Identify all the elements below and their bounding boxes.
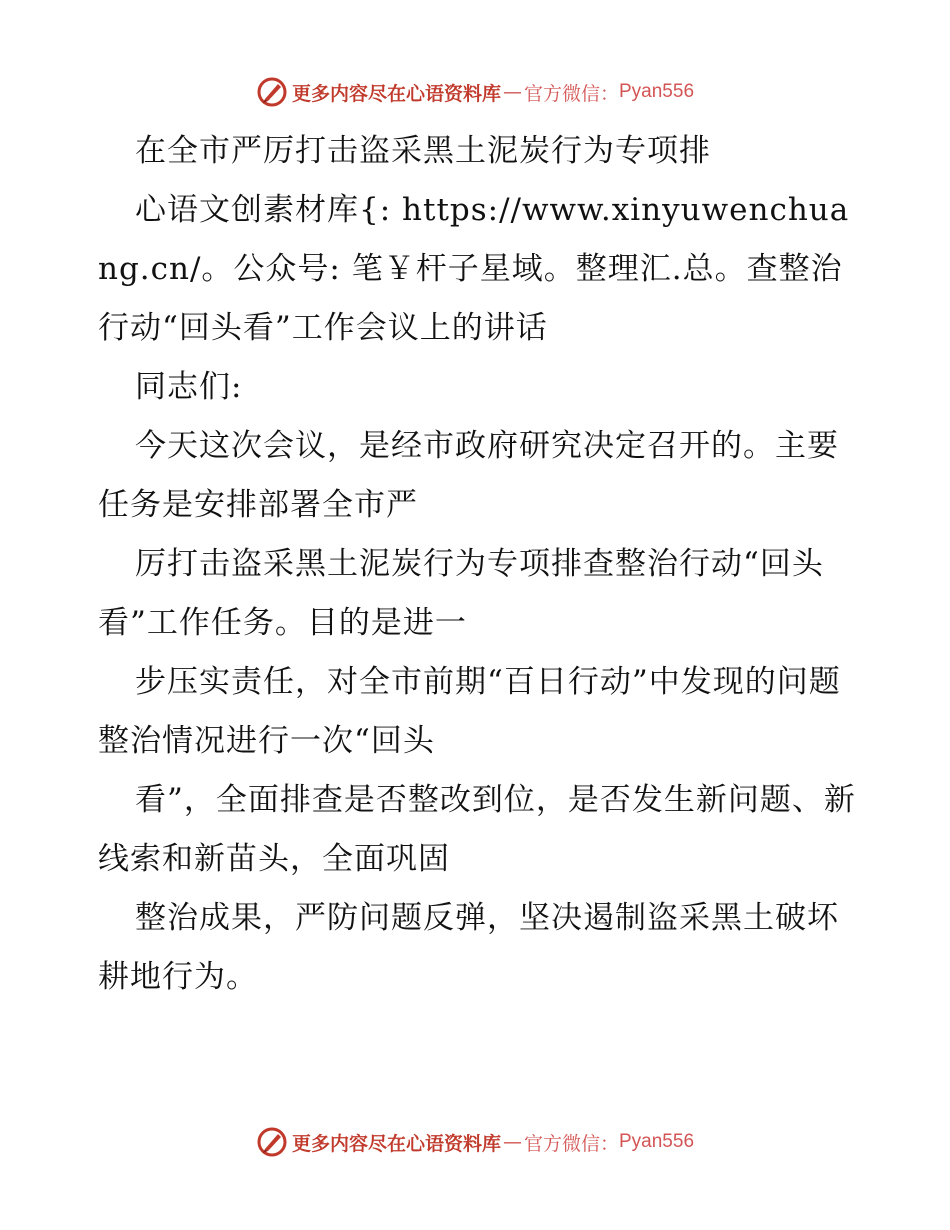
pen-logo-icon [256, 76, 288, 108]
paragraph-body-5: 整治成果，严防问题反弹，坚决遏制盗采黑土破坏耕地行为。 [98, 900, 839, 995]
wechat-label: 官方微信： [523, 82, 619, 105]
paragraph-body-3: 步压实责任，对全市前期“百日行动”中发现的问题整治情况进行一次“回头 [98, 664, 841, 759]
separator-dash: — [502, 81, 522, 103]
wechat-label: 官方微信： [523, 1132, 619, 1155]
paragraph-body-1: 今天这次会议，是经市政府研究决定召开的。主要任务是安排部署全市严 [98, 428, 839, 523]
paragraph-body-4: 看”，全面排查是否整改到位，是否发生新问题、新线索和新苗头，全面巩固 [98, 782, 856, 877]
header-banner [0, 72, 950, 112]
paragraph-title-1: 在全市严厉打击盗采黑土泥炭行为专项排 [135, 133, 711, 169]
wechat-id: Pyan556 [619, 1131, 695, 1152]
paragraph-salutation: 同志们: [135, 369, 243, 405]
separator-dash: — [502, 1131, 522, 1153]
document-body [98, 122, 858, 1007]
wechat-id: Pyan556 [619, 81, 695, 102]
paragraph-body-2: 厉打击盗采黑土泥炭行为专项排查整治行动“回头看”工作任务。目的是进一 [98, 546, 824, 641]
promo-text: 更多内容尽在心语资料库 [291, 1132, 501, 1155]
promo-text: 更多内容尽在心语资料库 [291, 82, 501, 105]
pen-logo-icon [256, 1126, 288, 1158]
footer-banner [0, 1122, 950, 1162]
paragraph-title-2: 心语文创素材库{: https://www.xinyuwenchuang.cn/。公众号: 笔￥杆子星域。整理汇.总。查整治行动“回头看”工作会议上的讲话 [98, 192, 850, 346]
